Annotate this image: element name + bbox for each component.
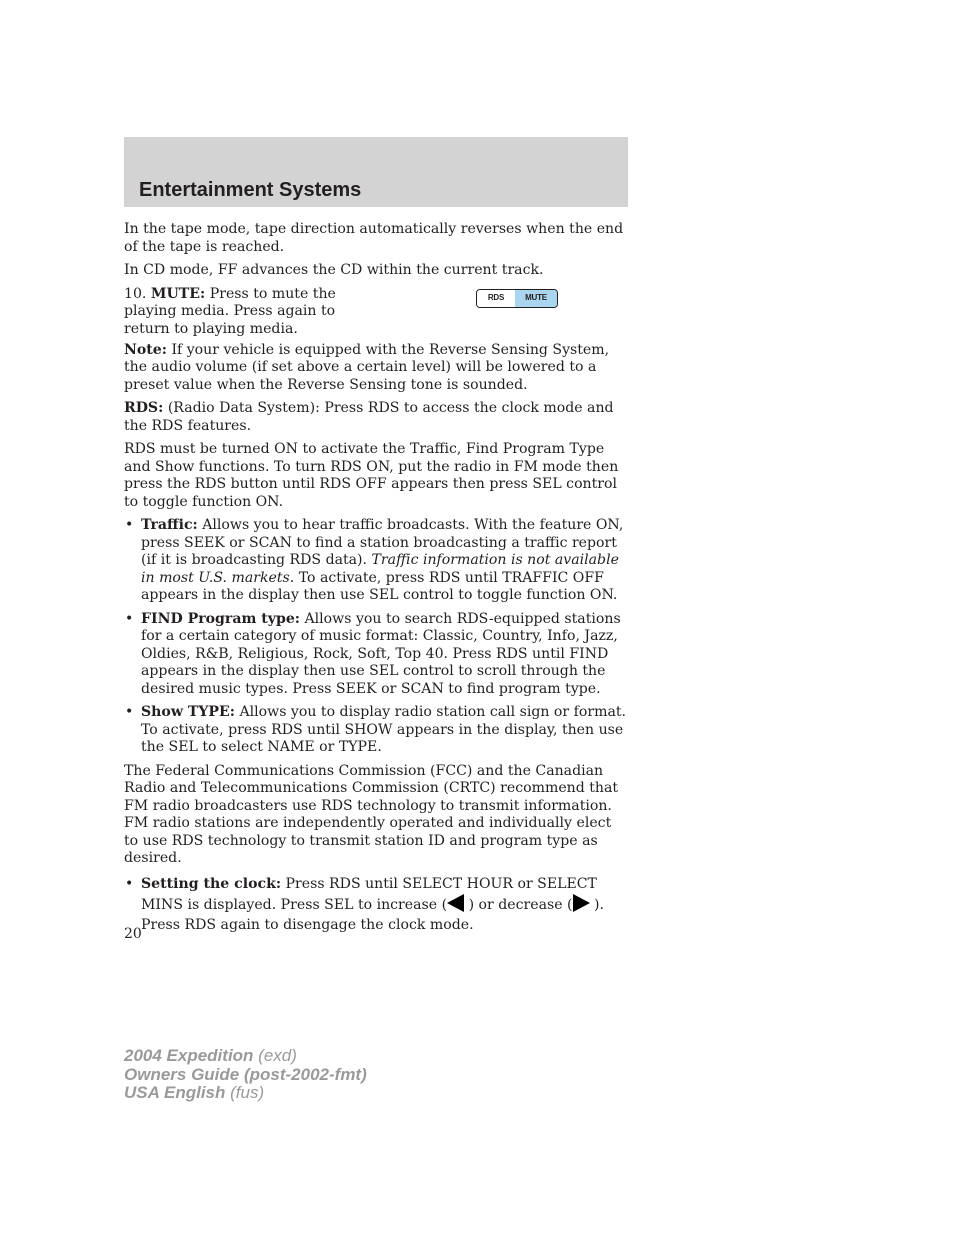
cd-mode-paragraph: In CD mode, FF advances the CD within the current track. bbox=[124, 262, 544, 278]
rds-text: (Radio Data System): Press RDS to access the clock mode and the RDS features. bbox=[124, 400, 614, 434]
note-label: Note: bbox=[124, 341, 167, 358]
list-item-traffic bbox=[124, 517, 629, 605]
footer-line-3 bbox=[124, 1084, 367, 1103]
mute-label: MUTE: bbox=[150, 285, 206, 302]
footer-model-code: (exd) bbox=[258, 1046, 297, 1065]
mute-item bbox=[124, 286, 629, 336]
page-content bbox=[124, 221, 629, 941]
footer-language-code: (fus) bbox=[230, 1083, 265, 1102]
page-number: 20 bbox=[124, 926, 142, 942]
list-item-show-type bbox=[124, 704, 629, 757]
traffic-label: Traffic: bbox=[141, 517, 198, 533]
note-paragraph bbox=[124, 342, 629, 395]
seek-right-arrow-icon bbox=[573, 894, 590, 912]
traffic-activation-text: To activate, press RDS until TRAFFIC OFF appears in the display then use SEL control to toggle function ON. bbox=[141, 569, 618, 603]
clock-list bbox=[124, 874, 629, 935]
clock-text-1: Press RDS until SELECT HOUR or SELECT MINS is displayed. Press SEL to increase ( bbox=[141, 875, 597, 913]
footer-model: 2004 Expedition bbox=[124, 1046, 254, 1065]
footer-line-1 bbox=[124, 1047, 367, 1066]
rds-button-segment: RDS bbox=[477, 290, 515, 307]
list-item-setting-clock bbox=[124, 874, 629, 935]
find-label: FIND Program type: bbox=[141, 610, 300, 627]
document-footer bbox=[124, 1047, 367, 1103]
section-title: Entertainment Systems bbox=[139, 179, 362, 201]
section-header-bar bbox=[124, 137, 628, 207]
rds-activation-paragraph: RDS must be turned ON to activate the Traffic, Find Program Type and Show functions. To turn RDS ON, put the radio in FM mode then press the RDS button until RDS OFF appears then press SEL control to toggle function ON. bbox=[124, 441, 619, 510]
seek-left-arrow-icon bbox=[447, 894, 464, 912]
mute-description bbox=[124, 286, 384, 339]
mute-text: Press to mute the playing media. Press again to return to playing media. bbox=[124, 285, 336, 337]
find-text: Allows you to search RDS-equipped stations for a certain category of music format: Classic, Country, Info, Jazz, Oldies, R&B, Religious, Rock, Soft, Top 40. Press RDS until FIND appears in the display then use SEL control to scroll through the desired music types. Press SEEK or SCAN to find program type. bbox=[141, 610, 621, 697]
tape-mode-paragraph: In the tape mode, tape direction automatically reverses when the end of the tape is reached. bbox=[124, 221, 624, 255]
show-text: Allows you to display radio station call sign or format. To activate, press RDS until SHOW appears in the display, then use the SEL to select NAME or TYPE. bbox=[141, 704, 626, 755]
mute-button-segment: MUTE bbox=[515, 290, 557, 307]
traffic-availability-note: Traffic information is not available in most U.S. markets. bbox=[141, 552, 619, 586]
mute-number: 10. bbox=[124, 285, 147, 302]
footer-guide: Owners Guide (post-2002-fmt) bbox=[124, 1064, 367, 1084]
footer-language: USA English bbox=[124, 1083, 226, 1102]
clock-text-2: ) or decrease ( bbox=[468, 896, 573, 913]
rds-features-list bbox=[124, 517, 629, 757]
list-item-find-program-type bbox=[124, 611, 629, 699]
show-label: Show TYPE: bbox=[141, 704, 235, 720]
clock-text-3: ). Press RDS again to disengage the clock mode. bbox=[141, 896, 605, 933]
note-text: If your vehicle is equipped with the Reverse Sensing System, the audio volume (if set above a certain level) will be lowered to a preset value when the Reverse Sensing tone is sounded. bbox=[124, 341, 610, 393]
fcc-paragraph: The Federal Communications Commission (FCC) and the Canadian Radio and Telecommunications Commission (CRTC) recommend that FM radio broadcasters use RDS technology to transmit information. FM radio stations are independently operated and individually elect to use RDS technology to transmit station ID and program type as desired. bbox=[124, 762, 619, 866]
traffic-text: Allows you to hear traffic broadcasts. With the feature ON, press SEEK or SCAN to find a station broadcasting a traffic report (if it is broadcasting RDS data). bbox=[141, 517, 624, 568]
rds-paragraph bbox=[124, 400, 629, 435]
clock-label: Setting the clock: bbox=[141, 875, 282, 892]
footer-line-2 bbox=[124, 1066, 367, 1085]
rds-mute-button-illustration bbox=[476, 289, 558, 308]
rds-label: RDS: bbox=[124, 400, 164, 416]
